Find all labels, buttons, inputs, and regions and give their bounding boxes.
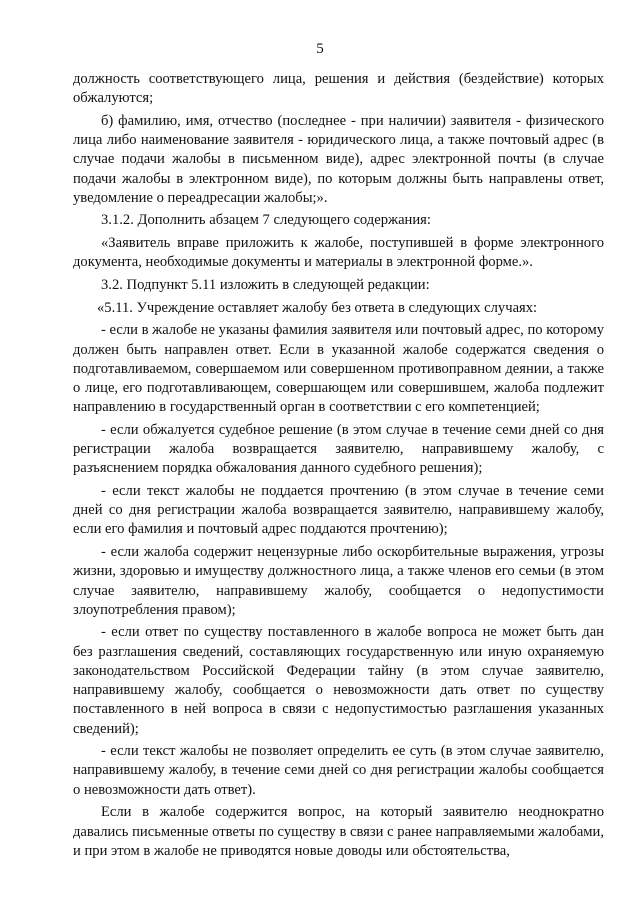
paragraph: б) фамилию, имя, отчество (последнее - при наличии) заявителя - физического лица либо наименование заявителя - юридического лица, а также почтовый адрес (в случае подачи жалобы в письменном виде), адрес электронной почты (в случае подачи жалобы в электронном виде), по которым должны быть направлены ответ, уведомление о переадресации жалобы;». bbox=[73, 112, 604, 206]
paragraph: Если в жалобе содержится вопрос, на который заявителю неоднократно давались письменные ответы по существу в связи с ранее направляемыми жалобами, и при этом в жалобе не приводятся новые доводы или обстоятельства, bbox=[73, 804, 604, 859]
paragraph: 3.2. Подпункт 5.11 изложить в следующей редакции: bbox=[101, 277, 430, 294]
paragraph: - если в жалобе не указаны фамилия заявителя или почтовый адрес, по которому должен быть направлен ответ. Если в указанной жалобе содержатся сведения о подготавливаемом, совершаемом или совершенном противоправном деянии, а также о лице, его подготавливающем, совершающем или совершившем, жалоба подлежит направлению в государственный орган в соответствии с его компетенцией; bbox=[73, 322, 605, 416]
paragraph: - если текст жалобы не поддается прочтению (в этом случае в течение семи дней со дня регистрации жалоба возвращается заявителю, направившему жалобу, если его фамилия и почтовый адрес поддаются прочтению); bbox=[73, 483, 604, 538]
paragraph: «5.11. Учреждение оставляет жалобу без ответа в следующих случаях: bbox=[97, 299, 538, 316]
paragraph: - если ответ по существу поставленного в жалобе вопроса не может быть дан без разглашения сведений, составляющих государственную или иную охраняемую законодательством Российской Федерации тайну (в этом случае заявителю, направившему жалобу, сообщается о невозможности дать ответ по существу поставленного в ней вопроса в связи с недопустимостью разглашения указанных сведений); bbox=[73, 624, 604, 737]
paragraph: должность соответствующего лица, решения и действия (бездействие) которых обжалуются; bbox=[73, 71, 604, 107]
paragraph: - если текст жалобы не позволяет определить ее суть (в этом случае заявителю, направившему жалобу, в течение семи дней со дня регистрации жалобы сообщается о невозможности дать ответ). bbox=[73, 743, 604, 798]
document-body bbox=[73, 70, 604, 864]
page-number: 5 bbox=[316, 41, 324, 57]
paragraph: - если жалоба содержит нецензурные либо оскорбительные выражения, угрозы жизни, здоровью и имуществу должностного лица, а также членов его семьи (в этом случае заявителю, направившему жалобу, сообщается о недопустимости злоупотребления правом); bbox=[73, 544, 604, 618]
paragraph: 3.1.2. Дополнить абзацем 7 следующего содержания: bbox=[101, 212, 431, 229]
paragraph: «Заявитель вправе приложить к жалобе, поступившей в форме электронного документа, необходимые документы и материалы в электронной форме.». bbox=[73, 235, 604, 271]
paragraph: - если обжалуется судебное решение (в этом случае в течение семи дней со дня регистрации жалоба возвращается заявителю, направившему жалобу, с разъяснением порядка обжалования данного судебного решения); bbox=[73, 421, 604, 477]
